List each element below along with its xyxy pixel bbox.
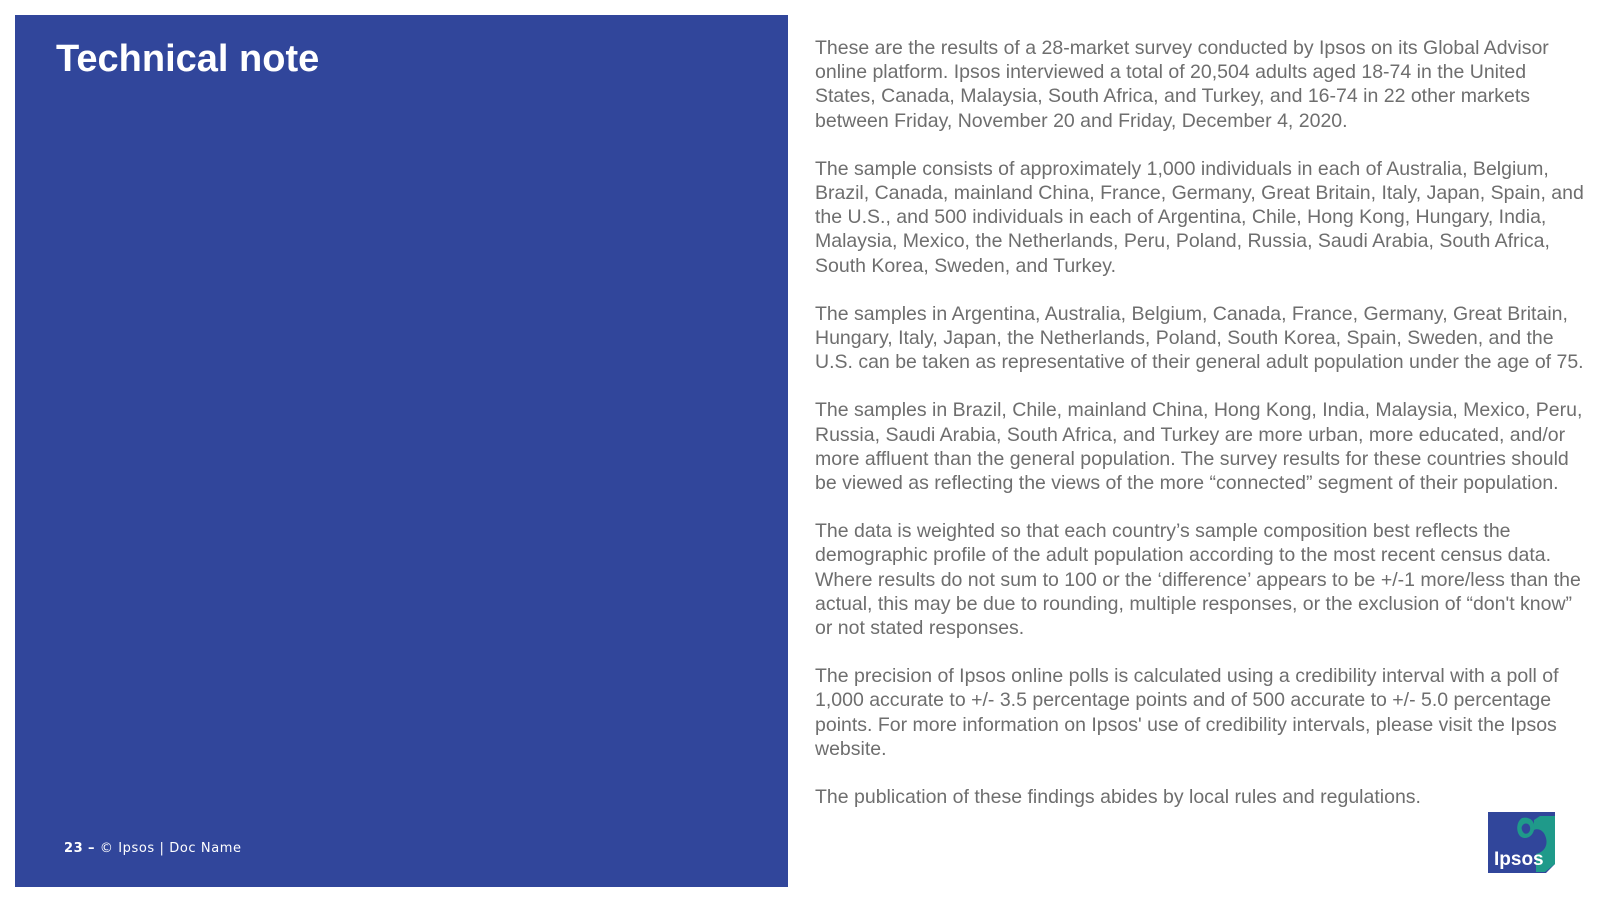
slide-footer — [64, 841, 242, 856]
title-panel — [15, 15, 788, 887]
paragraph-weighting: The data is weighted so that each country’s sample composition best reflects the demographic profile of the adult population according to the most recent census data. Where results do not sum to 100 or the ‘difference’ appears to be +/-1 more/less than the actual, this may be due to rounding, multiple responses, or the exclusion of “don't know” or not stated responses. — [815, 520, 1581, 640]
footer-separator: – — [88, 841, 96, 856]
ipsos-logo-icon — [1488, 812, 1555, 873]
technical-note-body — [815, 36, 1585, 833]
logo-wordmark: Ipsos — [1494, 849, 1544, 870]
paragraph-precision: The precision of Ipsos online polls is calculated using a credibility interval with a poll of 1,000 accurate to +/- 3.5 percentage points and of 500 accurate to +/- 5.0 percentage points. For more information on Ipsos' use of credibility intervals, please visit the Ipsos website. — [815, 665, 1559, 760]
paragraph-survey-overview: These are the results of a 28-market survey conducted by Ipsos on its Global Advisor online platform. Ipsos interviewed a total of 20,504 adults aged 18-74 in the United States, Canada, Malaysia, South Africa, and Turkey, and 16-74 in 22 other markets between Friday, November 20 and Friday, December 4, 2020. — [815, 37, 1549, 132]
page-title: Technical note — [56, 38, 320, 80]
paragraph-representative-samples: The samples in Argentina, Australia, Belgium, Canada, France, Germany, Great Britain, Hungary, Italy, Japan, the Netherlands, Poland, South Korea, Spain, Sweden, and the U.S. can be taken as representative of their general adult population under the age of 75. — [815, 302, 1584, 374]
paragraph-publication: The publication of these findings abides by local rules and regulations. — [815, 786, 1421, 809]
paragraph-sample-sizes: The sample consists of approximately 1,000 individuals in each of Australia, Belgium, Brazil, Canada, mainland China, France, Germany, Great Britain, Italy, Japan, Spain, and the U.S., and 500 individuals in each of Argentina, Chile, Hong Kong, Hungary, India, Malaysia, Mexico, the Netherlands, Peru, Poland, Russia, Saudi Arabia, South Africa, South Korea, Sweden, and Turkey. — [815, 157, 1584, 277]
paragraph-urban-samples: The samples in Brazil, Chile, mainland China, Hong Kong, India, Malaysia, Mexico, Peru, Russia, Saudi Arabia, South Africa, and Turkey are more urban, more educated, and/or more affluent than the general population. The survey results for these countries should be viewed as reflecting the views of the more “connected” segment of their population. — [815, 399, 1583, 495]
footer-copyright: © Ipsos | Doc Name — [99, 841, 242, 856]
page-number: 23 — [64, 841, 84, 856]
